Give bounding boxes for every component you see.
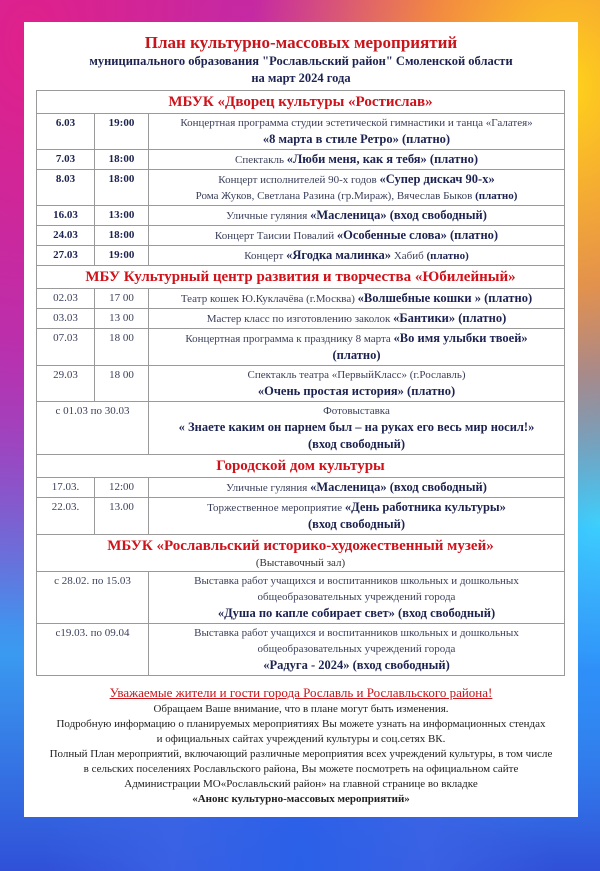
description-line	[151, 115, 562, 131]
event-row	[37, 498, 565, 535]
event-info-text: Уличные гуляния	[226, 482, 311, 494]
event-title-text: «Бантики» (платно)	[393, 311, 507, 325]
event-title-text: «Супер дискач 90-х»	[379, 172, 495, 186]
section-header-row	[37, 455, 565, 478]
description-line	[151, 207, 562, 224]
event-info-text: Хабиб	[391, 250, 427, 262]
event-time: 17 00	[95, 289, 149, 309]
footer-anons: «Анонс культурно-массовых мероприятий»	[192, 793, 410, 805]
footer-notice	[24, 684, 578, 807]
event-description	[149, 366, 565, 402]
section-header	[37, 535, 565, 572]
event-date: 7.03	[37, 150, 95, 170]
event-info-text: Выставка работ учащихся и воспитанников школьных и дошкольных	[194, 627, 519, 639]
event-date-range: с 28.02. по 15.03	[37, 572, 149, 624]
page-subtitle: муниципального образования "Рославльский район" Смоленской области	[89, 54, 513, 68]
event-title-text: (платно)	[332, 348, 381, 362]
event-title-text: (платно)	[475, 190, 518, 202]
description-line	[151, 605, 562, 622]
section-header	[37, 455, 565, 478]
description-line	[151, 589, 562, 605]
event-description	[149, 309, 565, 329]
page-period: на март 2024 года	[251, 71, 351, 85]
section-header	[37, 91, 565, 114]
event-title-text: «Масленица» (вход свободный)	[310, 480, 487, 494]
event-date: 29.03	[37, 366, 95, 402]
event-title-text: «Масленица» (вход свободный)	[310, 208, 487, 222]
event-title-text: «Волшебные кошки » (платно)	[357, 291, 533, 305]
event-row	[37, 478, 565, 498]
description-line	[151, 516, 562, 533]
description-line	[151, 151, 562, 168]
footer-line: Подробную информацию о планируемых мероприятиях Вы можете узнать на информационных стендах	[56, 718, 546, 730]
description-line	[151, 419, 562, 436]
section-title: Городской дом культуры	[216, 458, 385, 474]
event-description	[149, 246, 565, 266]
event-description	[149, 150, 565, 170]
event-description	[149, 478, 565, 498]
event-description	[149, 402, 565, 455]
event-title-text: «Особенные слова» (платно)	[336, 228, 499, 242]
description-line	[151, 436, 562, 453]
event-date-range: с 01.03 по 30.03	[37, 402, 149, 455]
event-time: 18:00	[95, 150, 149, 170]
section-title: МБУК «Дворец культуры «Ростислав»	[168, 94, 433, 110]
event-time: 13 00	[95, 309, 149, 329]
section-header-row	[37, 535, 565, 572]
event-date: 16.03	[37, 206, 95, 226]
description-line	[151, 188, 562, 204]
description-line	[151, 330, 562, 347]
event-row	[37, 246, 565, 266]
event-title-text: «Люби меня, как я тебя» (платно)	[286, 152, 478, 166]
event-info-text: Концерт	[244, 250, 287, 262]
event-row	[37, 114, 565, 150]
description-line	[151, 499, 562, 516]
event-time: 12:00	[95, 478, 149, 498]
event-title-text: (вход свободный)	[307, 437, 406, 451]
footer-line: Полный План мероприятий, включающий различные мероприятия всех учреждений культуры, в том числе	[49, 748, 553, 760]
footer-line: в сельских поселениях Рославльского района, Вы можете посмотреть на официальном сайте	[83, 763, 519, 775]
description-line	[151, 367, 562, 383]
description-line	[151, 227, 562, 244]
event-row	[37, 206, 565, 226]
event-date-range: с19.03. по 09.04	[37, 624, 149, 676]
event-title-text: «Очень простая история» (платно)	[257, 384, 456, 398]
event-description	[149, 289, 565, 309]
event-title-text: «Душа по капле собирает свет» (вход свободный)	[217, 606, 496, 620]
event-description	[149, 170, 565, 206]
section-header-row	[37, 266, 565, 289]
event-description	[149, 226, 565, 246]
description-line	[151, 290, 562, 307]
description-line	[151, 641, 562, 657]
section-header	[37, 266, 565, 289]
event-description	[149, 329, 565, 366]
event-row	[37, 572, 565, 624]
events-table	[36, 90, 565, 676]
event-description	[149, 498, 565, 535]
event-info-text: Театр кошек Ю.Куклачёва (г.Москва)	[180, 293, 358, 305]
event-time: 19:00	[95, 246, 149, 266]
event-row	[37, 624, 565, 676]
event-date: 02.03	[37, 289, 95, 309]
event-description	[149, 114, 565, 150]
section-title: МБУК «Рославльский историко-художественный музей»	[107, 538, 494, 554]
event-info-text: общеобразовательных учреждений города	[257, 591, 456, 603]
event-info-text: Торжественное мероприятие	[207, 502, 345, 514]
event-info-text: Спектакль театра «ПервыйКласс» (г.Рославль)	[247, 369, 466, 381]
description-line	[151, 403, 562, 419]
description-line	[151, 310, 562, 327]
footer-line: Обращаем Ваше внимание, что в плане могут быть изменения.	[153, 703, 449, 715]
event-date: 17.03.	[37, 478, 95, 498]
description-line	[151, 657, 562, 674]
event-info-text: Фотовыставка	[323, 405, 390, 417]
event-time: 13.00	[95, 498, 149, 535]
event-info-text: Рома Жуков, Светлана Разина (гр.Мираж), Вячеслав Быков	[195, 190, 476, 202]
event-row	[37, 289, 565, 309]
event-date: 22.03.	[37, 498, 95, 535]
description-line	[151, 625, 562, 641]
event-info-text: Мастер класс по изготовлению заколок	[206, 313, 394, 325]
event-info-text: общеобразовательных учреждений города	[257, 643, 456, 655]
event-title-text: « Знаете каким он парнем был – на руках его весь мир носил!»	[178, 420, 535, 434]
description-line	[151, 573, 562, 589]
description-line	[151, 131, 562, 148]
event-info-text: Концерт исполнителей 90-х годов	[218, 174, 380, 186]
event-info-text: Концертная программа студии эстетической гимнастики и танца «Галатея»	[180, 117, 533, 129]
event-info-text: Концертная программа к празднику 8 марта	[185, 333, 394, 345]
page-title: План культурно-массовых мероприятий	[144, 33, 458, 52]
event-row	[37, 170, 565, 206]
event-time: 18 00	[95, 366, 149, 402]
event-row	[37, 329, 565, 366]
event-title-text: «Во имя улыбки твоей»	[393, 331, 528, 345]
event-row	[37, 366, 565, 402]
section-title: МБУ Культурный центр развития и творчества «Юбилейный»	[85, 269, 516, 285]
event-description	[149, 624, 565, 676]
section-note: (Выставочный зал)	[255, 557, 346, 569]
event-date: 27.03	[37, 246, 95, 266]
footer-line: Администрации МО«Рославльский район» на главной странице во вкладке	[124, 778, 478, 790]
event-title-text: (платно)	[426, 250, 469, 262]
event-date: 6.03	[37, 114, 95, 150]
event-time: 19:00	[95, 114, 149, 150]
event-date: 07.03	[37, 329, 95, 366]
event-date: 03.03	[37, 309, 95, 329]
event-row	[37, 402, 565, 455]
footer-line: и официальных сайтах учреждений культуры и соц.сетях ВК.	[156, 733, 446, 745]
event-description	[149, 206, 565, 226]
description-line	[151, 383, 562, 400]
event-info-text: Концерт Таисии Повалий	[214, 230, 337, 242]
event-description	[149, 572, 565, 624]
event-title-text: «Ягодка малинка»	[286, 248, 392, 262]
description-line	[151, 171, 562, 188]
event-date: 24.03	[37, 226, 95, 246]
event-date: 8.03	[37, 170, 95, 206]
description-line	[151, 479, 562, 496]
event-title-text: «День работника культуры»	[344, 500, 506, 514]
event-row	[37, 150, 565, 170]
event-time: 18:00	[95, 170, 149, 206]
event-time: 18 00	[95, 329, 149, 366]
description-line	[151, 347, 562, 364]
event-time: 18:00	[95, 226, 149, 246]
event-time: 13:00	[95, 206, 149, 226]
description-line	[151, 247, 562, 264]
event-info-text: Спектакль	[234, 154, 287, 166]
event-row	[37, 309, 565, 329]
event-title-text: «8 марта в стиле Ретро» (платно)	[262, 132, 451, 146]
event-info-text: Уличные гуляния	[226, 210, 311, 222]
event-title-text: (вход свободный)	[307, 517, 406, 531]
footer-warning: Уважаемые жители и гости города Рославль и Рославльского района!	[109, 685, 493, 700]
event-row	[37, 226, 565, 246]
event-title-text: «Радуга - 2024» (вход свободный)	[263, 658, 450, 672]
poster-panel	[24, 22, 578, 817]
event-info-text: Выставка работ учащихся и воспитанников школьных и дошкольных	[194, 575, 519, 587]
section-header-row	[37, 91, 565, 114]
